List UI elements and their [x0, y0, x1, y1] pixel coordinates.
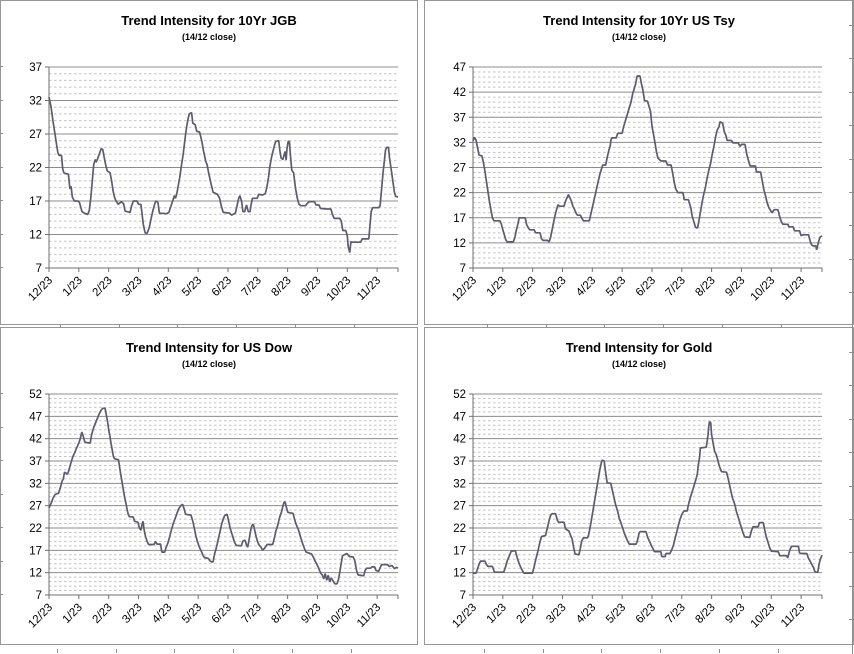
x-tick-label: 9/23	[299, 274, 324, 299]
edge-tick-mark	[778, 649, 779, 653]
edge-tick-mark	[0, 200, 3, 201]
edge-tick-mark	[849, 419, 853, 420]
edge-tick-mark	[233, 649, 234, 653]
edge-tick-mark	[601, 649, 602, 653]
edge-tick-mark	[0, 594, 3, 595]
edge-tick-mark	[719, 649, 720, 653]
x-tick-label: 9/23	[299, 601, 324, 626]
y-tick-label: 47	[29, 411, 42, 424]
x-tick-label: 5/23	[179, 601, 205, 626]
chart-plot-10yr-jgb	[1, 1, 419, 324]
x-tick-label: 11/23	[779, 274, 808, 303]
x-tick-label: 7/23	[663, 601, 688, 626]
edge-tick-mark	[660, 649, 661, 653]
y-tick-label: 12	[453, 567, 466, 580]
edge-tick-mark	[236, 325, 237, 328]
edge-tick-mark	[849, 352, 853, 353]
y-tick-label: 17	[453, 212, 466, 225]
chart-subtitle: (14/12 close)	[611, 32, 667, 42]
x-tick-label: 7/23	[239, 601, 264, 626]
y-tick-label: 42	[453, 87, 466, 100]
edge-tick-mark	[116, 649, 117, 653]
y-tick-label: 17	[453, 545, 466, 558]
x-tick-label: 4/23	[574, 601, 599, 626]
y-tick-label: 27	[29, 500, 42, 513]
cropped-neighbor-chart-border	[852, 0, 853, 654]
edge-tick-mark	[849, 519, 853, 520]
edge-tick-mark	[849, 159, 853, 160]
y-tick-label: 52	[453, 389, 466, 401]
chart-title: Trend Intensity for 10Yr JGB	[121, 13, 297, 28]
edge-tick-mark	[546, 325, 547, 328]
edge-tick-mark	[60, 325, 61, 328]
y-tick-label: 37	[453, 112, 466, 125]
y-tick-label: 37	[29, 456, 42, 468]
edge-tick-mark	[0, 66, 3, 67]
edge-tick-mark	[0, 561, 3, 562]
edge-tick-mark	[0, 133, 3, 134]
chart-subtitle: (14/12 close)	[181, 359, 237, 369]
chart-panel-10yr-us-tsy	[424, 0, 854, 325]
x-tick-label: 3/23	[120, 601, 145, 626]
y-tick-label: 32	[29, 95, 42, 108]
edge-tick-mark	[849, 125, 853, 126]
x-tick-label: 12/23	[26, 274, 56, 304]
x-tick-label: 3/23	[544, 274, 569, 299]
edge-tick-mark	[849, 225, 853, 226]
x-tick-label: 1/23	[60, 601, 85, 626]
chart-subtitle: (14/12 close)	[181, 32, 237, 42]
edge-tick-mark	[849, 192, 853, 193]
x-tick-label: 12/23	[450, 601, 480, 631]
edge-tick-mark	[849, 619, 853, 620]
x-tick-label: 5/23	[179, 274, 205, 299]
chart-title: Trend Intensity for 10Yr US Tsy	[543, 13, 735, 28]
edge-tick-mark	[0, 427, 3, 428]
x-tick-label: 3/23	[544, 601, 569, 626]
x-tick-label: 8/23	[693, 274, 718, 299]
x-tick-label: 10/23	[324, 601, 354, 631]
edge-tick-mark	[849, 58, 853, 59]
y-tick-label: 37	[29, 62, 42, 74]
x-tick-label: 1/23	[60, 274, 85, 299]
edge-tick-mark	[663, 325, 664, 328]
edge-tick-mark	[849, 385, 853, 386]
edge-tick-mark	[0, 494, 3, 495]
chart-panel-gold	[424, 327, 854, 645]
x-tick-label: 7/23	[239, 274, 264, 299]
x-tick-label: 6/23	[209, 274, 235, 299]
y-tick-label: 32	[453, 478, 466, 491]
edge-tick-mark	[543, 649, 544, 653]
edge-tick-mark	[849, 552, 853, 553]
y-tick-label: 27	[453, 500, 466, 513]
x-tick-label: 1/23	[484, 274, 509, 299]
edge-tick-mark	[781, 325, 782, 328]
x-tick-label: 4/23	[150, 601, 175, 626]
chart-subtitle: (14/12 close)	[611, 359, 667, 369]
edge-tick-mark	[57, 649, 58, 653]
x-tick-label: 10/23	[748, 601, 778, 631]
y-tick-label: 42	[453, 433, 466, 446]
edge-tick-mark	[351, 649, 352, 653]
edge-tick-mark	[849, 92, 853, 93]
x-tick-label: 2/23	[514, 274, 539, 299]
y-tick-label: 22	[453, 187, 466, 200]
x-tick-label: 2/23	[90, 601, 115, 626]
edge-tick-mark	[0, 234, 3, 235]
y-tick-label: 22	[29, 162, 42, 175]
chart-title: Trend Intensity for US Dow	[125, 340, 293, 355]
x-tick-label: 4/23	[574, 274, 599, 299]
chart-plot-10yr-us-tsy	[425, 1, 843, 324]
edge-tick-mark	[354, 325, 355, 328]
x-tick-label: 10/23	[324, 274, 354, 304]
y-tick-label: 27	[453, 162, 466, 175]
x-tick-label: 3/23	[120, 274, 145, 299]
edge-tick-mark	[177, 325, 178, 328]
x-tick-label: 1/23	[484, 601, 509, 626]
x-tick-label: 11/23	[355, 274, 384, 303]
edge-tick-mark	[484, 649, 485, 653]
y-tick-label: 37	[453, 456, 466, 468]
y-tick-label: 17	[29, 545, 42, 558]
x-tick-label: 5/23	[603, 274, 629, 299]
edge-tick-mark	[0, 460, 3, 461]
x-tick-label: 12/23	[450, 274, 480, 304]
edge-tick-mark	[487, 325, 488, 328]
x-tick-label: 10/23	[748, 274, 778, 304]
x-tick-label: 8/23	[269, 274, 294, 299]
x-tick-label: 6/23	[209, 601, 235, 626]
x-tick-label: 7/23	[663, 274, 688, 299]
y-tick-label: 42	[29, 433, 42, 446]
edge-tick-mark	[0, 100, 3, 101]
edge-tick-mark	[849, 292, 853, 293]
y-tick-label: 32	[453, 137, 466, 150]
edge-tick-mark	[0, 267, 3, 268]
x-tick-label: 6/23	[633, 274, 659, 299]
y-tick-label: 7	[459, 263, 466, 275]
edge-tick-mark	[604, 325, 605, 328]
y-tick-label: 7	[35, 590, 42, 602]
x-tick-label: 9/23	[723, 601, 748, 626]
edge-tick-mark	[295, 325, 296, 328]
x-tick-label: 8/23	[269, 601, 294, 626]
y-tick-label: 12	[453, 237, 466, 250]
chart-title: Trend Intensity for Gold	[565, 340, 713, 355]
y-tick-label: 47	[453, 62, 466, 74]
x-tick-label: 11/23	[779, 601, 808, 630]
y-tick-label: 27	[29, 129, 42, 141]
y-tick-label: 7	[35, 263, 42, 275]
edge-tick-mark	[119, 325, 120, 328]
edge-tick-mark	[849, 25, 853, 26]
y-tick-label: 22	[29, 523, 42, 535]
edge-tick-mark	[0, 167, 3, 168]
y-tick-label: 12	[29, 229, 42, 242]
chart-panel-10yr-jgb	[0, 0, 418, 325]
y-tick-label: 32	[29, 478, 42, 491]
x-tick-label: 5/23	[603, 601, 629, 626]
x-tick-label: 8/23	[693, 601, 718, 626]
y-tick-label: 12	[29, 567, 42, 580]
chart-plot-us-dow	[1, 328, 419, 651]
x-tick-label: 2/23	[90, 274, 115, 299]
edge-tick-mark	[849, 259, 853, 260]
x-tick-label: 4/23	[150, 274, 175, 299]
chart-panel-us-dow	[0, 327, 418, 645]
edge-tick-mark	[722, 325, 723, 328]
y-tick-label: 47	[453, 411, 466, 424]
edge-tick-mark	[292, 649, 293, 653]
x-tick-label: 12/23	[26, 601, 56, 631]
x-tick-label: 11/23	[355, 601, 384, 630]
y-tick-label: 52	[29, 389, 42, 401]
x-tick-label: 9/23	[723, 274, 748, 299]
edge-tick-mark	[0, 393, 3, 394]
edge-tick-mark	[0, 527, 3, 528]
x-tick-label: 2/23	[514, 601, 539, 626]
edge-tick-mark	[849, 452, 853, 453]
y-tick-label: 7	[459, 590, 466, 602]
y-tick-label: 17	[29, 196, 42, 208]
chart-plot-gold	[425, 328, 843, 651]
x-tick-label: 6/23	[633, 601, 659, 626]
edge-tick-mark	[849, 586, 853, 587]
y-tick-label: 22	[453, 523, 466, 535]
edge-tick-mark	[174, 649, 175, 653]
edge-tick-mark	[849, 486, 853, 487]
